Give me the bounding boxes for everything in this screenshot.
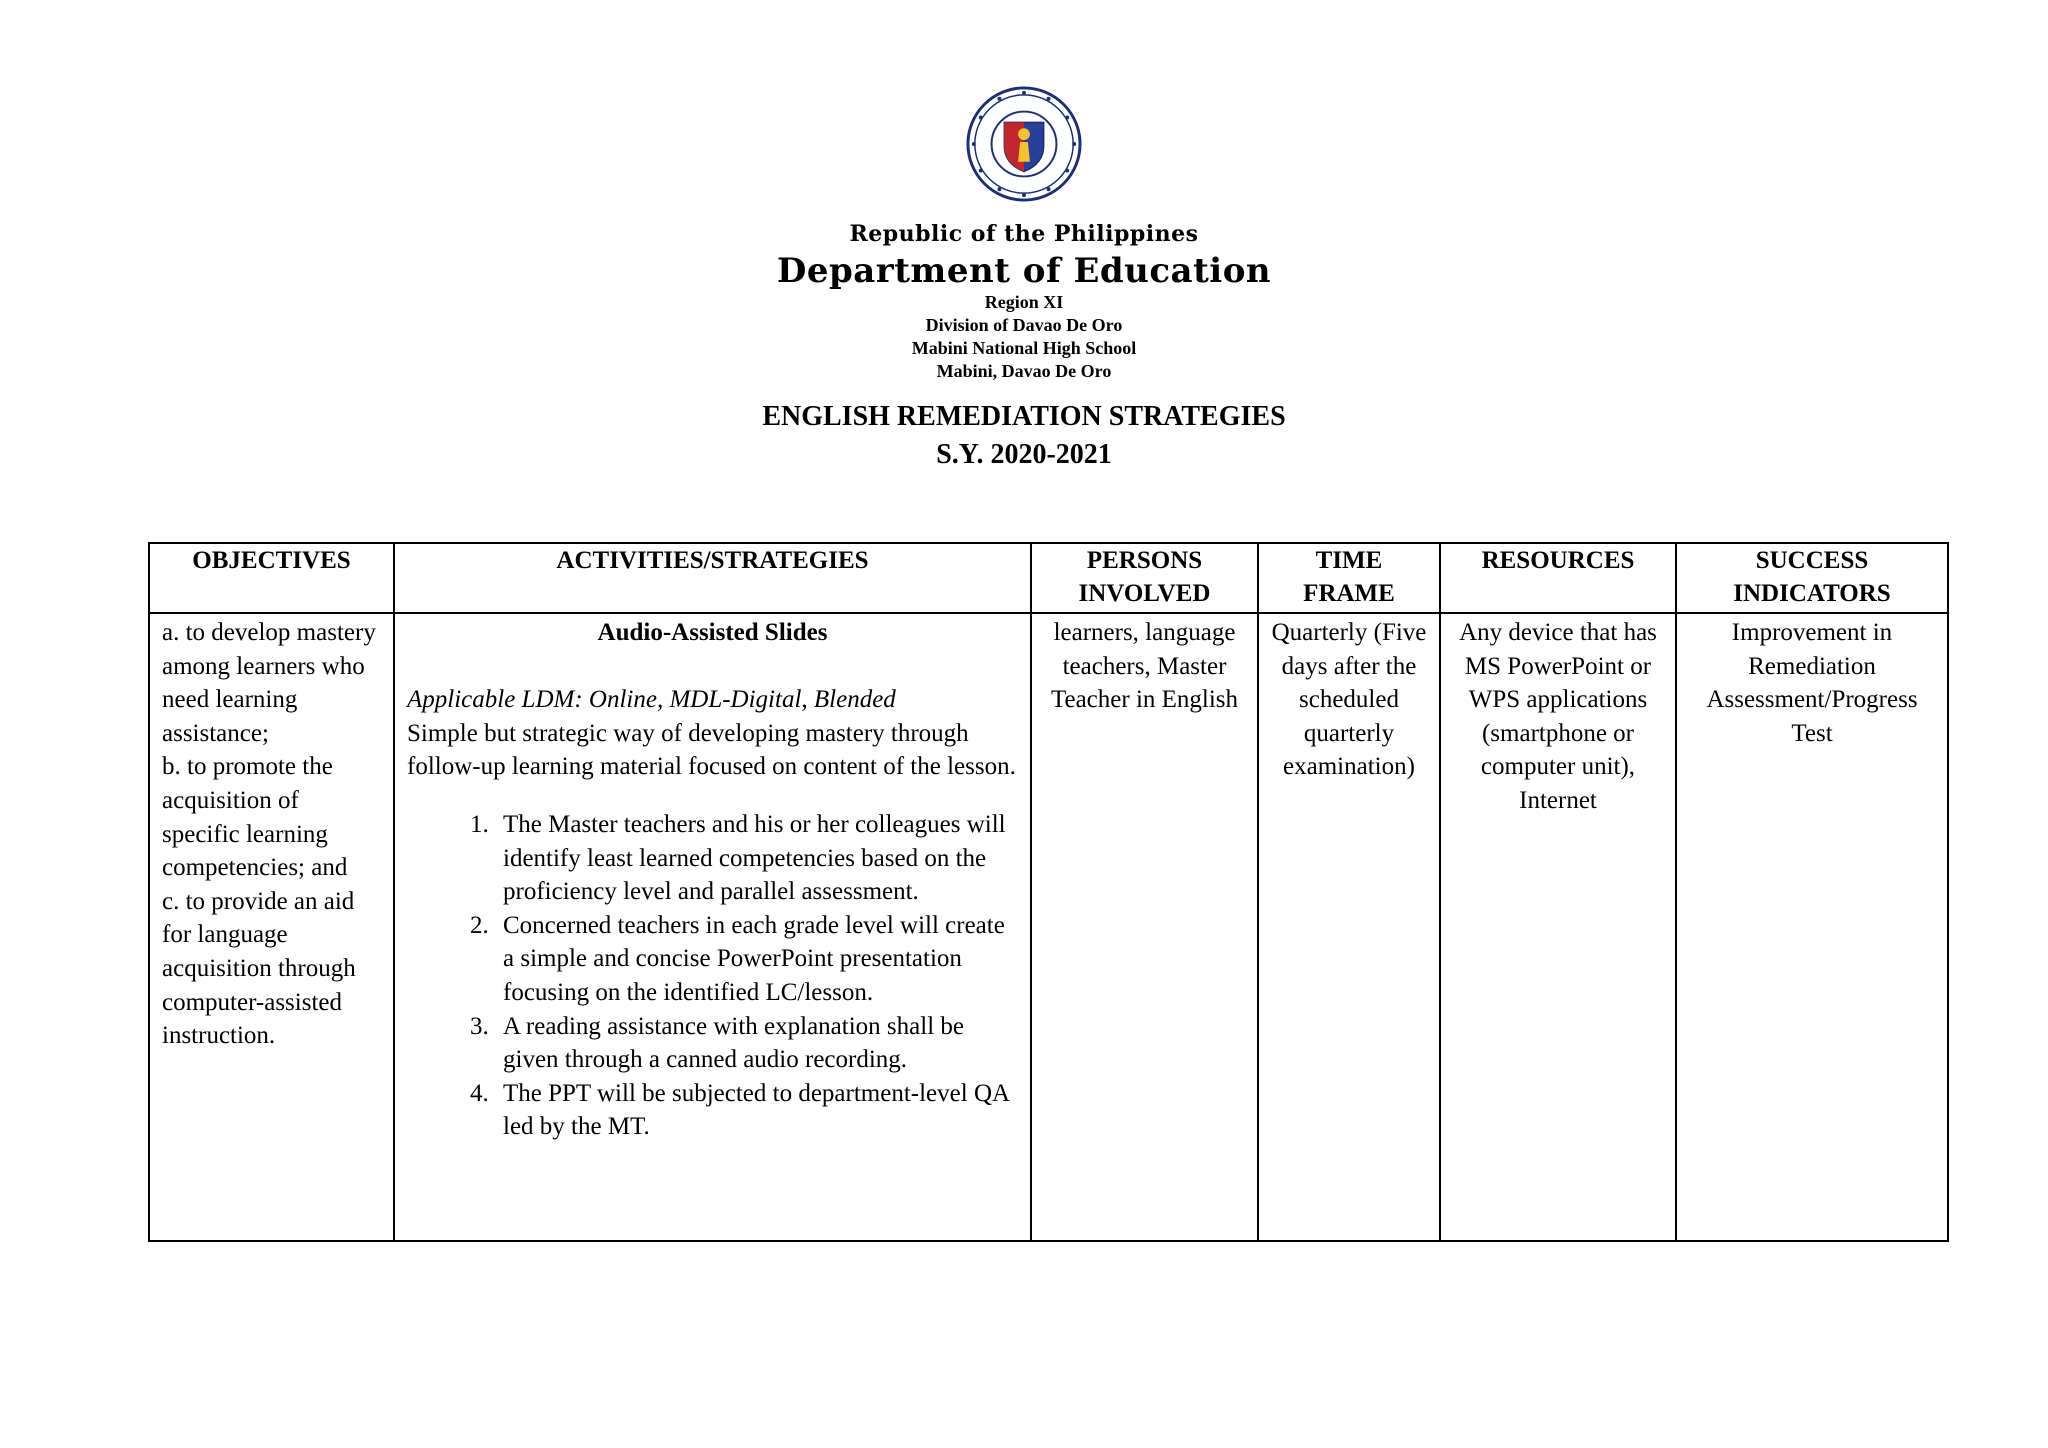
address-school: Mabini National High School [911, 338, 1137, 358]
activity-ldm: Applicable LDM: Online, MDL-Digital, Blended [407, 686, 896, 714]
objectives-cell [149, 613, 394, 1241]
col-header-success: SUCCESS INDICATORS [1676, 543, 1948, 613]
address-location: Mabini, Davao De Oro [936, 361, 1112, 381]
col-header-objectives: OBJECTIVES [149, 543, 394, 613]
department-heading: Department of Education [776, 251, 1272, 291]
list-item: 4. The PPT will be subjected to department-level QA led by the MT. [495, 1077, 1018, 1144]
col-header-time-frame: TIME FRAME [1258, 543, 1440, 613]
objectives-text: a. to develop mastery among learners who need learning assistance; b. to promote the acquisition of specific learning competencies; and c. to provide an aid for language acquisition through computer-assisted instruction. [162, 619, 376, 1050]
activity-title: Audio-Assisted Slides [597, 619, 828, 646]
col-header-persons: PERSONS INVOLVED [1031, 543, 1258, 613]
table-header-row [149, 543, 1948, 613]
list-item: 3. A reading assistance with explanation shall be given through a canned audio recording. [495, 1010, 1018, 1077]
table-row [149, 613, 1948, 1241]
activity-steps [407, 808, 1018, 1144]
activity-description: Simple but strategic way of developing mastery through follow-up learning material focused on content of the lesson. [407, 719, 1016, 781]
resources-cell: Any device that has MS PowerPoint or WPS applications (smartphone or computer unit), Internet [1440, 613, 1676, 1241]
remediation-table [148, 542, 1949, 1242]
success-cell: Improvement in Remediation Assessment/Progress Test [1676, 613, 1948, 1241]
address-division: Division of Davao De Oro [925, 315, 1123, 335]
deped-seal-icon [965, 85, 1083, 203]
col-header-resources: RESOURCES [1440, 543, 1676, 613]
school-year: S.Y. 2020-2021 [936, 439, 1112, 470]
address-region: Region XI [984, 292, 1064, 312]
persons-cell: learners, language teachers, Master Teacher in English [1031, 613, 1258, 1241]
list-item: 1. The Master teachers and his or her colleagues will identify least learned competencies based on the proficiency level and parallel assessment. [495, 808, 1018, 909]
activities-cell [394, 613, 1031, 1241]
time-frame-cell: Quarterly (Five days after the scheduled quarterly examination) [1258, 613, 1440, 1241]
letterhead [0, 85, 2048, 383]
republic-heading: Republic of the Philippines [849, 221, 1199, 247]
list-item: 2. Concerned teachers in each grade level will create a simple and concise PowerPoint presentation focusing on the identified LC/lesson. [495, 909, 1018, 1010]
col-header-activities: ACTIVITIES/STRATEGIES [394, 543, 1031, 613]
title-line: ENGLISH REMEDIATION STRATEGIES [762, 401, 1286, 432]
document-title [0, 398, 2048, 474]
